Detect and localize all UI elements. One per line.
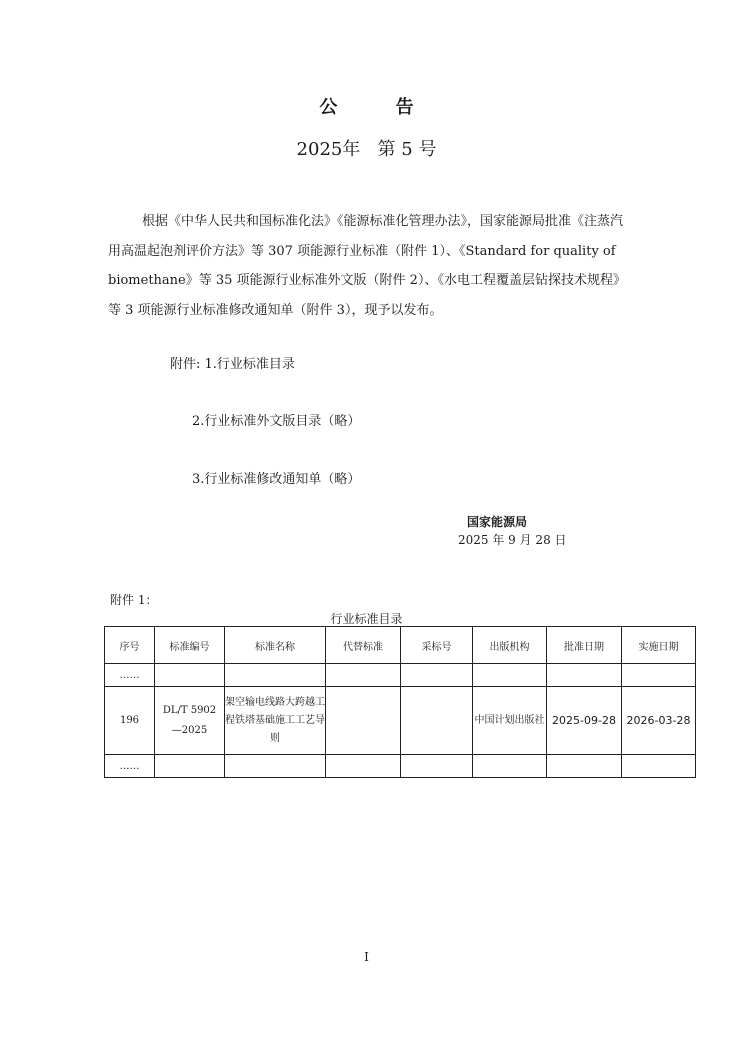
row-code-line1: DL/T 5902: [162, 704, 217, 716]
issue-year-label: 年: [342, 139, 361, 160]
row-adoption: [401, 687, 473, 755]
table-row: [105, 687, 696, 755]
row-replaces: [326, 687, 401, 755]
header-publisher: 出版机构: [473, 627, 547, 664]
issue-prefix: 第: [377, 139, 396, 160]
attachment-item-2: 2.行业标准外文版目录（略）: [192, 414, 361, 429]
table-row-ellipsis-bottom: [105, 755, 696, 778]
issuer-name: 国家能源局: [467, 515, 528, 529]
table-row-ellipsis-top: [105, 664, 696, 687]
ellipsis-cell: ……: [105, 664, 155, 687]
header-name: 标准名称: [225, 627, 326, 664]
announcement-title: 公 告: [319, 97, 440, 118]
header-replaces: 代替标准: [326, 627, 401, 664]
header-code: 标准编号: [155, 627, 225, 664]
body-paragraph-text: 根据《中华人民共和国标准化法》《能源标准化管理办法》，国家能源局批准《注蒸汽用高温起泡剂评价方法》等 307 项能源行业标准（附件 1）、《Standard for quality of biomethane》等 35 项能源行业标准外文版（附件 2）、《水电工程覆盖层钻探技术规程》等 3 项能源行业标准修改通知单（附件 3），现予以发布。: [108, 214, 626, 318]
header-approval-date: 批准日期: [547, 627, 622, 664]
header-effective-date: 实施日期: [622, 627, 696, 664]
row-name: 架空输电线路大跨越工程铁塔基础施工工艺导则: [225, 687, 326, 755]
row-effective-date: 2026-03-28: [622, 687, 696, 755]
header-seq: 序号: [105, 627, 155, 664]
attachment-item-1: 附件: 1.行业标准目录: [170, 357, 295, 372]
table-title: 行业标准目录: [330, 612, 403, 626]
issue-suffix: 号: [418, 139, 437, 160]
issue-date: 2025 年 9 月 28 日: [458, 533, 567, 547]
issue-number-line: [0, 135, 733, 161]
appendix-label: 附件 1：: [110, 593, 158, 607]
row-publisher: 中国计划出版社: [473, 687, 547, 755]
announcement-body: [108, 207, 628, 325]
issue-year: 2025: [296, 139, 343, 160]
row-seq: 196: [105, 687, 155, 755]
standards-catalog-table: [104, 626, 696, 778]
table-header-row: [105, 627, 696, 664]
header-adoption: 采标号: [401, 627, 473, 664]
row-approval-date: 2025-09-28: [547, 687, 622, 755]
attachment-item-3: 3.行业标准修改通知单（略）: [192, 472, 361, 487]
page-number: I: [364, 950, 369, 964]
issue-number: 5: [401, 139, 413, 160]
row-code-line2: —2025: [171, 724, 208, 736]
row-code: [155, 687, 225, 755]
ellipsis-cell: ……: [105, 755, 155, 778]
